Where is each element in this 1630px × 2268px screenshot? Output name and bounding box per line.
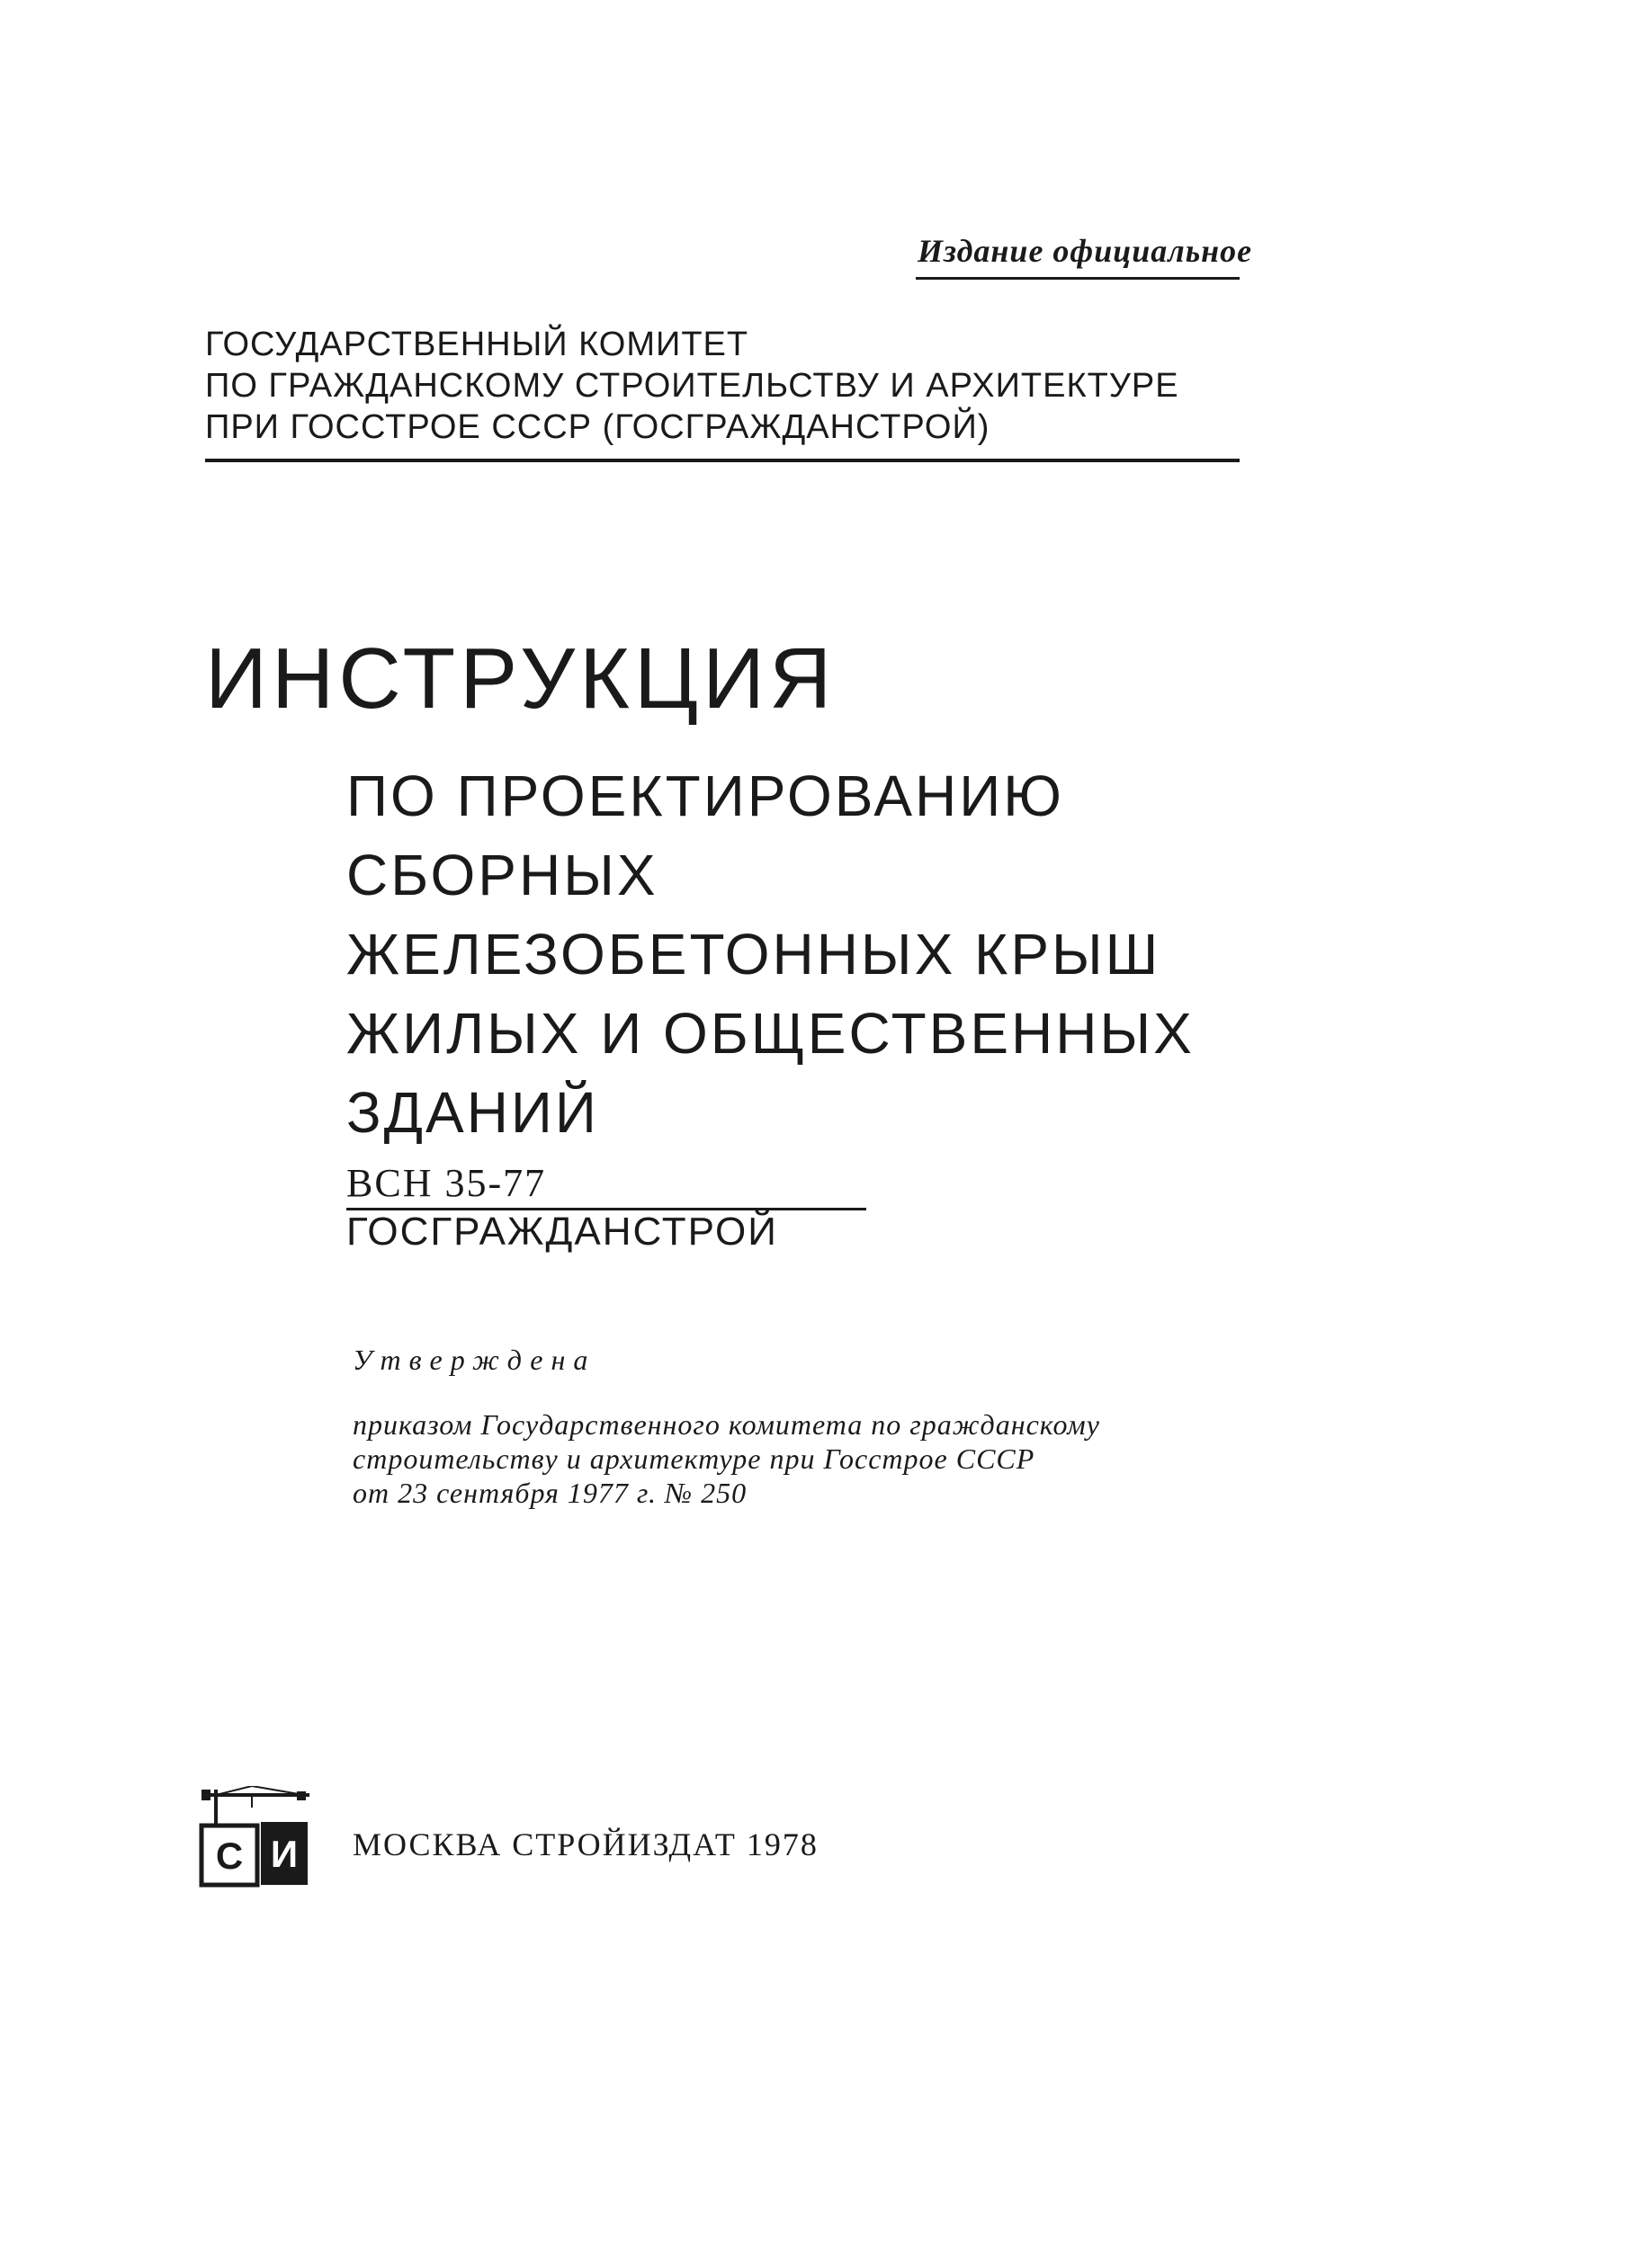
svg-text:С: С (215, 1835, 244, 1877)
svg-text:И: И (270, 1833, 299, 1875)
title-line-6: ЗДАНИЙ (346, 1080, 599, 1145)
approval-order-line-3: от 23 сентября 1977 г. № 250 (353, 1477, 748, 1509)
committee-divider (205, 459, 1240, 462)
title-line-5: ЖИЛЫХ И ОБЩЕСТВЕННЫХ (346, 1001, 1195, 1066)
standard-code: ВСН 35-77 (346, 1161, 547, 1205)
edition-underline (916, 277, 1240, 280)
publisher-imprint: МОСКВА СТРОЙИЗДАТ 1978 (353, 1826, 819, 1862)
edition-label: Издание официальное (918, 233, 1253, 269)
title-line-4: ЖЕЛЕЗОБЕТОННЫХ КРЫШ (346, 922, 1161, 987)
title-line-3: СБОРНЫХ (346, 843, 658, 907)
document-title: ИНСТРУКЦИЯ (205, 630, 837, 727)
approval-order-line-2: строительству и архитектуре при Госстрое СССР (353, 1442, 1035, 1475)
committee-line-3: ПРИ ГОССТРОЕ СССР (ГОСГРАЖДАНСТРОЙ) (205, 408, 990, 446)
approval-label: Утверждена (353, 1344, 596, 1376)
committee-line-2: ПО ГРАЖДАНСКОМУ СТРОИТЕЛЬСТВУ И АРХИТЕКТУРЕ (205, 367, 1179, 405)
approval-order-line-1: приказом Государственного комитета по гражданскому (353, 1408, 1100, 1441)
issuing-agency: ГОСГРАЖДАНСТРОЙ (346, 1210, 778, 1254)
stroyizdat-logo-icon (198, 1786, 313, 1890)
committee-line-1: ГОСУДАРСТВЕННЫЙ КОМИТЕТ (205, 326, 749, 363)
title-line-2: ПО ПРОЕКТИРОВАНИЮ (346, 763, 1064, 828)
